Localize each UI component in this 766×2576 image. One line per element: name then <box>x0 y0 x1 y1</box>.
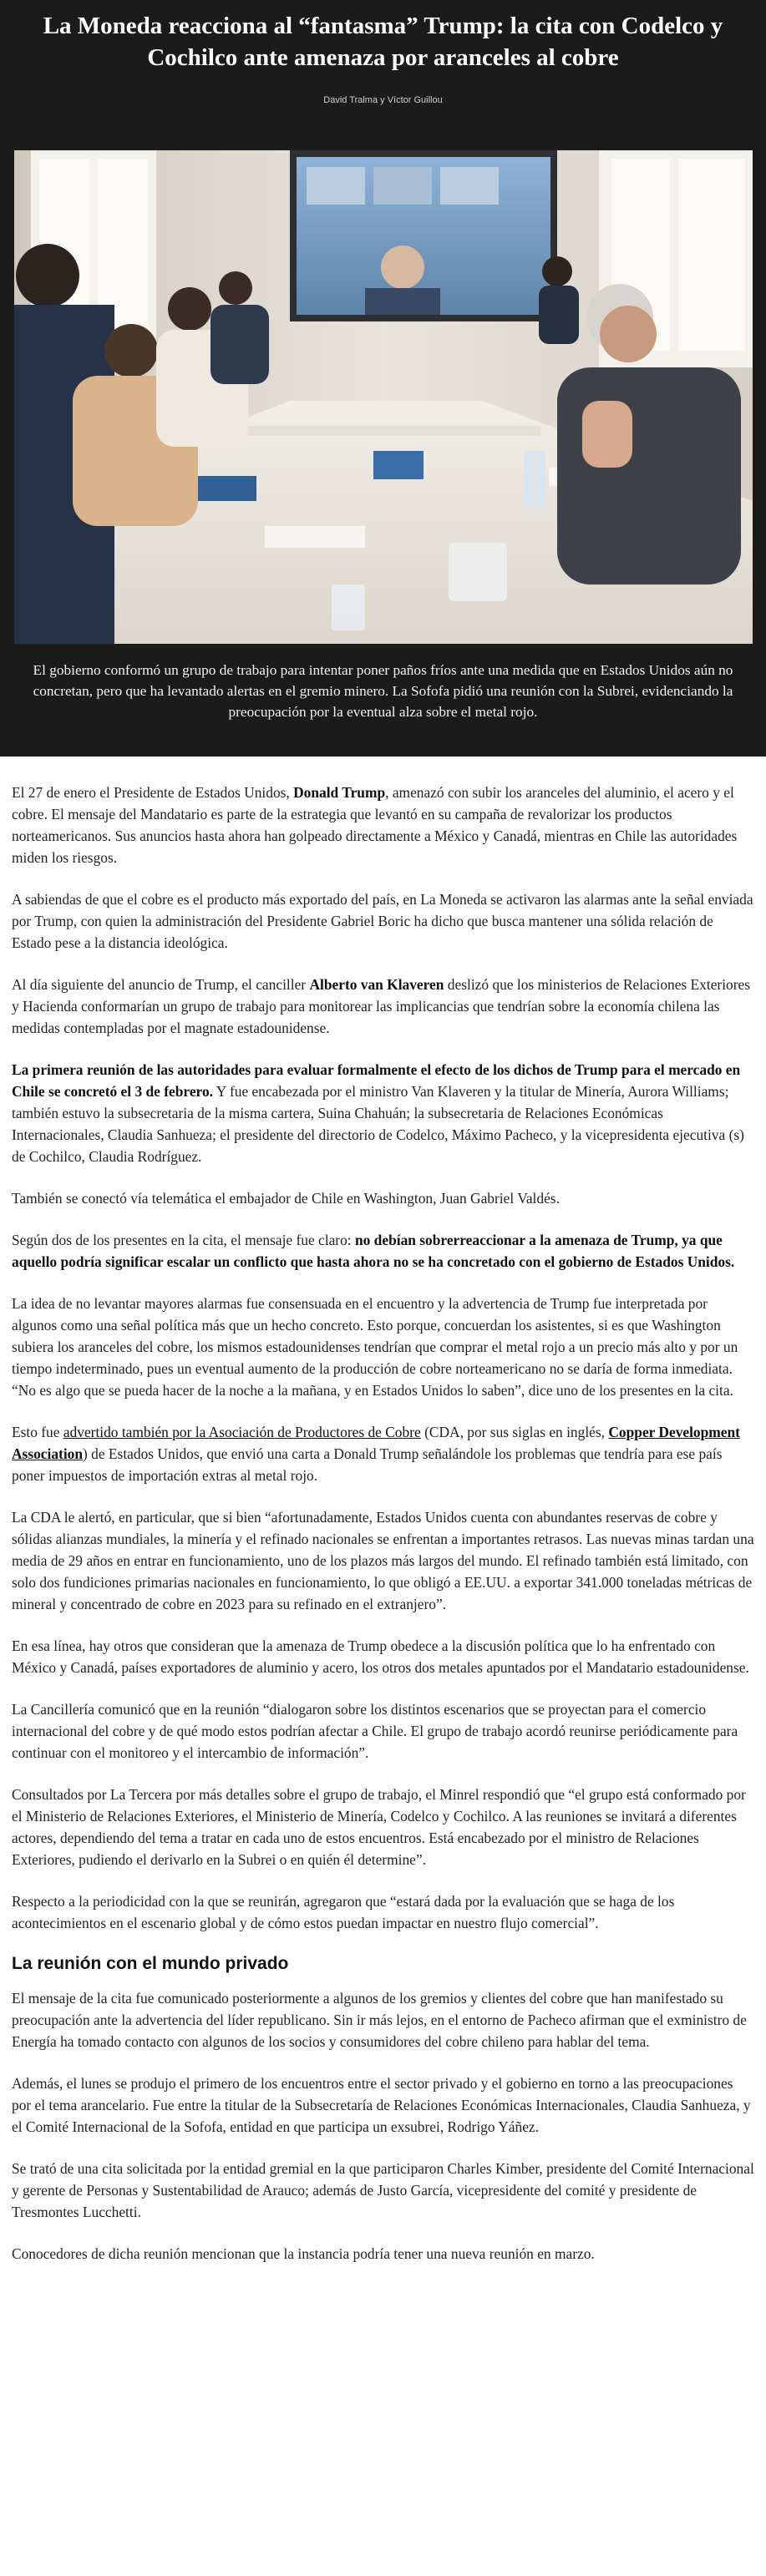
paragraph-1 <box>12 782 754 868</box>
donald-trump-name: Donald Trump <box>293 784 386 801</box>
paragraph-8 <box>12 1421 754 1486</box>
paragraph-6 <box>12 1229 754 1273</box>
paragraph-10: En esa línea, hay otros que consideran que la amenaza de Trump obedece a la discusión política que lo ha enfrentado con México y Canadá, países exportadores de aluminio y acero, los otros dos metales apuntados por el Mandatario estadounidense. <box>12 1637 749 1676</box>
paragraph-4-highlight: La primera reunión de las autoridades para evaluar formalmente el efecto de los dichos de Trump para el mercado en Chile se concretó el 3 de febrero. <box>12 1061 741 1100</box>
paragraph-8-text-a: Esto fue <box>12 1424 63 1440</box>
paragraph-3-text-a: Al día siguiente del anuncio de Trump, el canciller <box>12 976 310 993</box>
section-subheading: La reunión con el mundo privado <box>12 1954 289 1973</box>
paragraph-8-text-b: (CDA, por sus siglas en inglés, <box>420 1424 609 1440</box>
paragraph-11: La Cancillería comunicó que en la reunión “dialogaron sobre los distintos escenarios que se proyectan para el comercio internacional del cobre y de qué modo estos podrían afectar a Chile. El grupo de trabajo acordó reunirse periódicamente para continuar con el monitoreo y el intercambio de información”. <box>12 1701 738 1761</box>
paragraph-3 <box>12 974 754 1039</box>
cda-warning-link[interactable]: advertido también por la Asociación de Productores de Cobre <box>63 1424 421 1440</box>
paragraph-2: A sabiendas de que el cobre es el producto más exportado del país, en La Moneda se activaron las alarmas ante la señal enviada por Trump, con quien la administración del Presidente Gabriel Boric ha dicho que busca mantener una sólida relación de Estado pese a la distancia ideológica. <box>12 891 753 951</box>
meeting-photo <box>14 150 753 644</box>
paragraph-7: La idea de no levantar mayores alarmas fue consensuada en el encuentro y la advertencia de Trump fue interpretada por algunos como una señal política más que un hecho concreto. Esto porque, concuerdan los asistentes, si es que Washington subiera los aranceles del cobre, los mismos estadounidenses tendrían que comprar el metal rojo a un precio más alto y por un tiempo indeterminado, pues un eventual aumento de la producción de cobre norteamericano no se daría de forma inmediata. “No es algo que se pueda hacer de la noche a la mañana, y en Estados Unidos lo saben”, dice uno de los presentes en la cita. <box>12 1295 738 1399</box>
paragraph-1-text-a: El 27 de enero el Presidente de Estados Unidos, <box>12 784 294 801</box>
hero-section <box>0 0 766 757</box>
van-klaveren-name: Alberto van Klaveren <box>309 976 444 993</box>
photo-caption: El gobierno conformó un grupo de trabajo para intentar poner paños fríos ante una medida que en Estados Unidos aún no concretan, pero que ha levantado alertas en el gremio minero. La Sofofa pidió una reunión con la Subrei, evidenciando la preocupación por la eventual alza sobre el metal rojo. <box>33 662 733 720</box>
copper-development-association-link[interactable]: Copper Development Association <box>12 1424 740 1462</box>
paragraph-14: El mensaje de la cita fue comunicado posteriormente a algunos de los gremios y clientes del cobre que han manifestado su preocupación ante la advertencia del líder republicano. Sin ir más lejos, en el entorno de Pacheco afirman que el exministro de Energía ha tomado contacto con algunos de los socios y consumidores del cobre chileno para hablar del tema. <box>12 1990 747 2050</box>
paragraph-5: También se conectó vía telemática el embajador de Chile en Washington, Juan Gabriel Valdés. <box>12 1190 560 1207</box>
byline[interactable]: David Tralma y Víctor Guillou <box>323 95 443 105</box>
paragraph-6-highlight: no debían sobrerreaccionar a la amenaza de Trump, ya que aquello podría significar escalar un conflicto que hasta ahora no se ha concretado con el gobierno de Estados Unidos. <box>12 1232 735 1270</box>
paragraph-16: Se trató de una cita solicitada por la entidad gremial en la que participaron Charles Kimber, presidente del Comité Internacional y gerente de Personas y Sustentabilidad de Arauco; además de Justo García, vicepresidente del comité y presidente de Tresmontes Lucchetti. <box>12 2160 754 2220</box>
headline: La Moneda reacciona al “fantasma” Trump: la cita con Codelco y Cochilco ante amenaza por aranceles al cobre <box>43 13 723 71</box>
paragraph-17: Conocedores de dicha reunión mencionan que la instancia podría tener una nueva reunión en marzo. <box>12 2245 595 2262</box>
paragraph-4-text-c: Y fue encabezada por el ministro Van Klaveren y la titular de Minería, Aurora Williams; también estuvo la subsecretaria de la misma cartera, Suina Chahuán; la subsecretaria de Relaciones Económicas Internacionales, Claudia Sanhueza; el presidente del directorio de Codelco, Máximo Pacheco, y la vicepresidenta ejecutiva (s) de Cochilco, Claudia Rodríguez. <box>12 1083 744 1165</box>
meeting-photo-illustration <box>14 150 753 644</box>
paragraph-12: Consultados por La Tercera por más detalles sobre el grupo de trabajo, el Minrel respondió que “el grupo está conformado por el Ministerio de Relaciones Exteriores, el Ministerio de Minería, Codelco y Cochilco. A las reuniones se invitará a diferentes actores, dependiendo del tema a tratar en cada uno de estos encuentros. Está encabezado por el ministro de Relaciones Exteriores, pudiendo el derivarlo en la Subrei o en quién él determine”. <box>12 1786 746 1868</box>
paragraph-3-text-c: deslizó que los ministerios de Relaciones Exteriores y Hacienda conformarían un grupo de trabajo para monitorear las implicancias que tendrían sobre la economía chilena las medidas contempladas por el magnate estadounidense. <box>12 976 751 1036</box>
article-body <box>0 757 766 2265</box>
paragraph-8-text-c: ) de Estados Unidos, que envió una carta a Donald Trump señalándole los problemas que tendría para ese país poner impuestos de importación extras al metal rojo. <box>12 1445 723 1484</box>
paragraph-9: La CDA le alertó, en particular, que si bien “afortunadamente, Estados Unidos cuenta con abundantes reservas de cobre y sólidas alianzas mundiales, la minería y el refinado nacionales se enfrentan a importantes retrasos. Las nuevas minas tardan una media de 29 años en entrar en funcionamiento, uno de los plazos más largos del mundo. El refinado también está limitado, con solo dos fundiciones primarias nacionales en funcionamiento, lo que obligó a EE.UU. a exportar 341.000 toneladas métricas de mineral y concentrado de cobre en 2023 para su refinado en el extranjero”. <box>12 1509 754 1612</box>
paragraph-6-text-a: Según dos de los presentes en la cita, el mensaje fue claro: <box>12 1232 355 1248</box>
paragraph-13: Respecto a la periodicidad con la que se reunirán, agregaron que “estará dada por la evaluación que se haga de los acontecimientos en el escenario global y de cómo estos puedan impactar en nuestro flujo comercial”. <box>12 1893 675 1931</box>
paragraph-4 <box>12 1059 754 1167</box>
paragraph-1-text-c: , amenazó con subir los aranceles del aluminio, el acero y el cobre. El mensaje del Mandatario es parte de la estrategia que levantó en su campaña de revalorizar los productos norteamericanos. Sus anuncios hasta ahora han golpeado directamente a México y Canadá, mientras en Chile las autoridades miden los riesgos. <box>12 784 738 866</box>
paragraph-15: Además, el lunes se produjo el primero de los encuentros entre el sector privado y el gobierno en torno a las preocupaciones por el tema arancelario. Fue entre la titular de la Subsecretaría de Relaciones Económicas Internacionales, Claudia Sanhueza, y el Comité Internacional de la Sofofa, entidad en que participa un exsubrei, Rodrigo Yáñez. <box>12 2075 751 2135</box>
